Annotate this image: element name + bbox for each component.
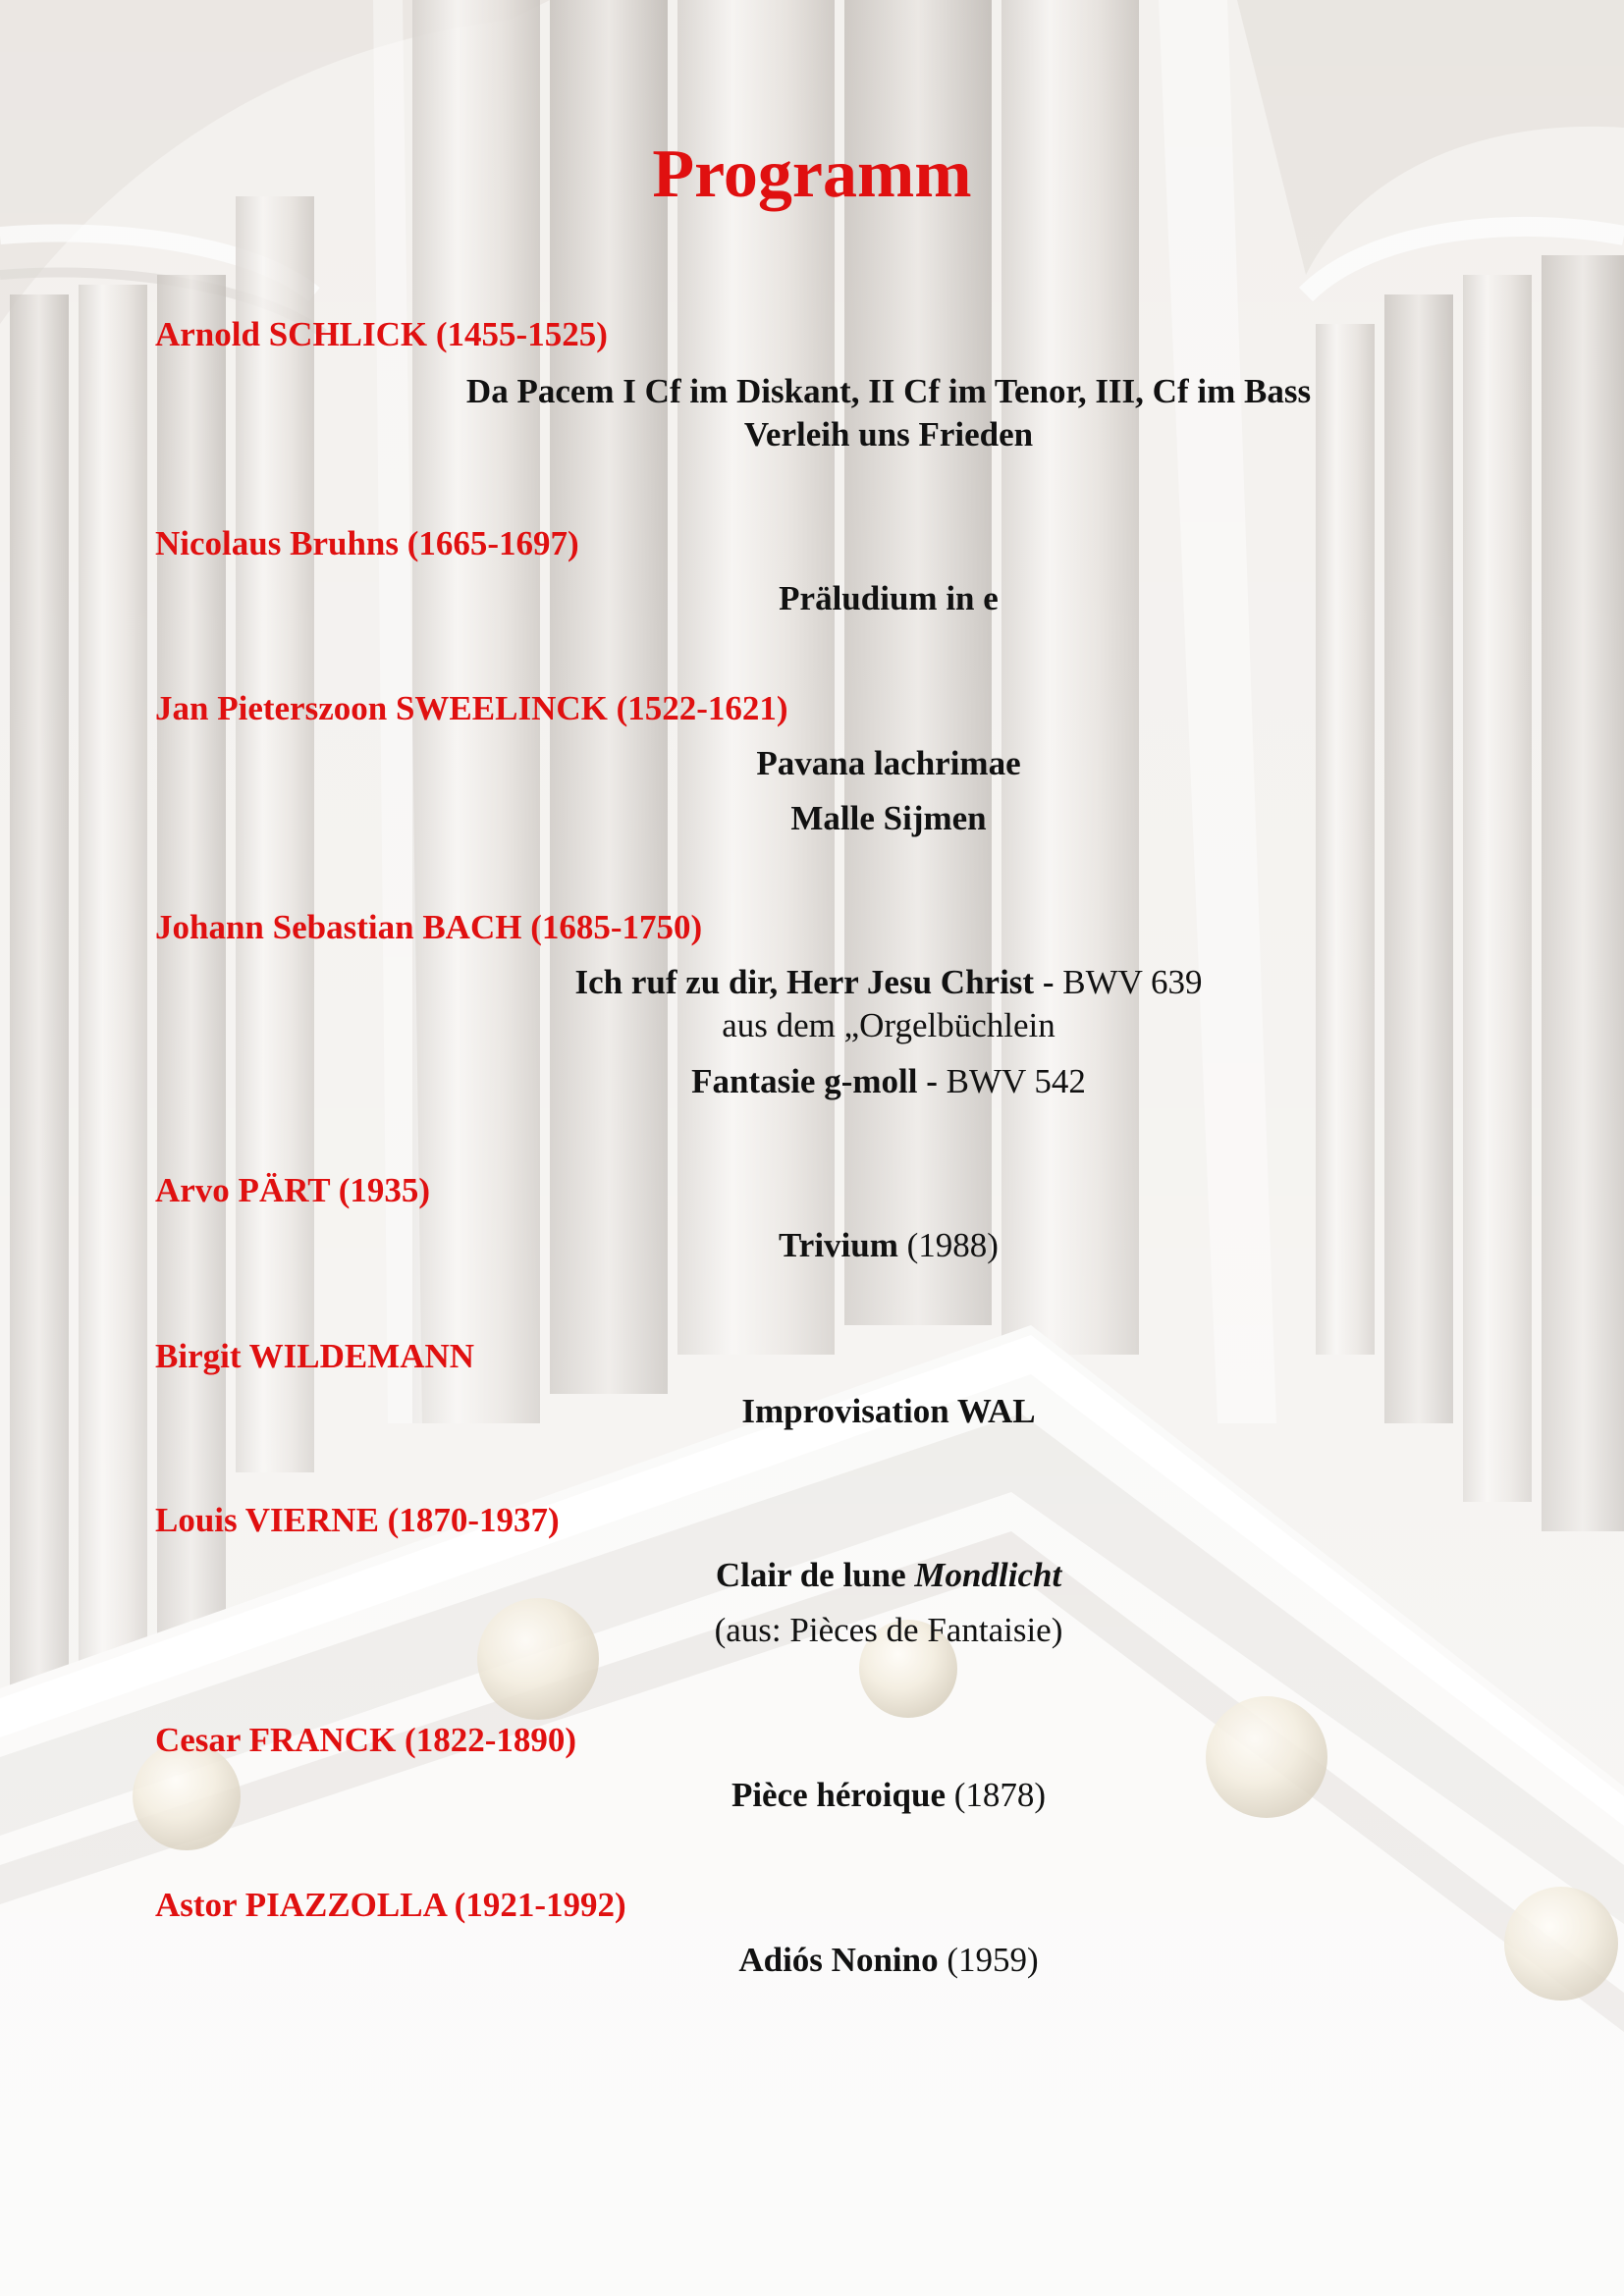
work-title xyxy=(255,1609,1522,1652)
work-title xyxy=(255,1774,1522,1817)
page-title: Programm xyxy=(652,136,972,212)
work-name: Pavana lachrimae xyxy=(756,744,1021,782)
work-translation: Mondlicht xyxy=(914,1556,1062,1594)
work-detail: (aus: Pièces de Fantaisie) xyxy=(714,1611,1063,1649)
composer-piazzolla: Astor PIAZZOLLA (1921-1992) xyxy=(155,1886,626,1924)
work-detail: (1878) xyxy=(953,1776,1047,1814)
work-title xyxy=(255,1060,1522,1103)
composer-bruhns: Nicolaus Bruhns (1665-1697) xyxy=(155,524,579,562)
composer-schlick: Arnold SCHLICK (1455-1525) xyxy=(155,315,608,353)
work-name: Adiós Nonino xyxy=(738,1941,947,1979)
work-name: Malle Sijmen xyxy=(790,799,987,837)
composer-part: Arvo PÄRT (1935) xyxy=(155,1171,431,1209)
work-title xyxy=(255,1554,1522,1597)
work-name: Ich ruf zu dir, Herr Jesu Christ - xyxy=(574,963,1063,1001)
work-name: Pièce héroique xyxy=(731,1776,954,1814)
work-detail: (1959) xyxy=(947,1941,1039,1979)
work-title xyxy=(255,797,1522,840)
work-title xyxy=(255,1224,1522,1267)
work-title xyxy=(255,413,1522,456)
work-detail: BWV 639 xyxy=(1062,963,1203,1001)
work-title xyxy=(255,742,1522,785)
work-name: Da Pacem I Cf im Diskant, II Cf im Tenor, III, Cf im Bass xyxy=(465,372,1312,410)
composer-sweelinck: Jan Pieterszoon SWEELINCK (1522-1621) xyxy=(155,689,788,727)
composer-vierne: Louis VIERNE (1870-1937) xyxy=(155,1501,560,1539)
work-title xyxy=(255,1939,1522,1982)
work-title xyxy=(255,577,1522,620)
composer-bach: Johann Sebastian BACH (1685-1750) xyxy=(155,908,703,946)
work-detail: BWV 542 xyxy=(946,1062,1086,1100)
work-name: Clair de lune xyxy=(715,1556,915,1594)
work-name: Präludium in e xyxy=(779,579,999,617)
composer-wildemann: Birgit WILDEMANN xyxy=(155,1337,475,1375)
work-title xyxy=(255,370,1522,413)
work-name: Improvisation WAL xyxy=(741,1392,1036,1430)
work-detail: (1988) xyxy=(906,1226,999,1264)
work-name: Fantasie g-moll - xyxy=(691,1062,947,1100)
work-title xyxy=(255,961,1522,1004)
work-detail: aus dem „Orgelbüchlein xyxy=(722,1006,1056,1044)
composer-franck: Cesar FRANCK (1822-1890) xyxy=(155,1721,577,1759)
work-name: Trivium xyxy=(779,1226,907,1264)
work-title xyxy=(255,1390,1522,1433)
work-name: Verleih uns Frieden xyxy=(743,415,1034,454)
work-title xyxy=(255,1004,1522,1047)
